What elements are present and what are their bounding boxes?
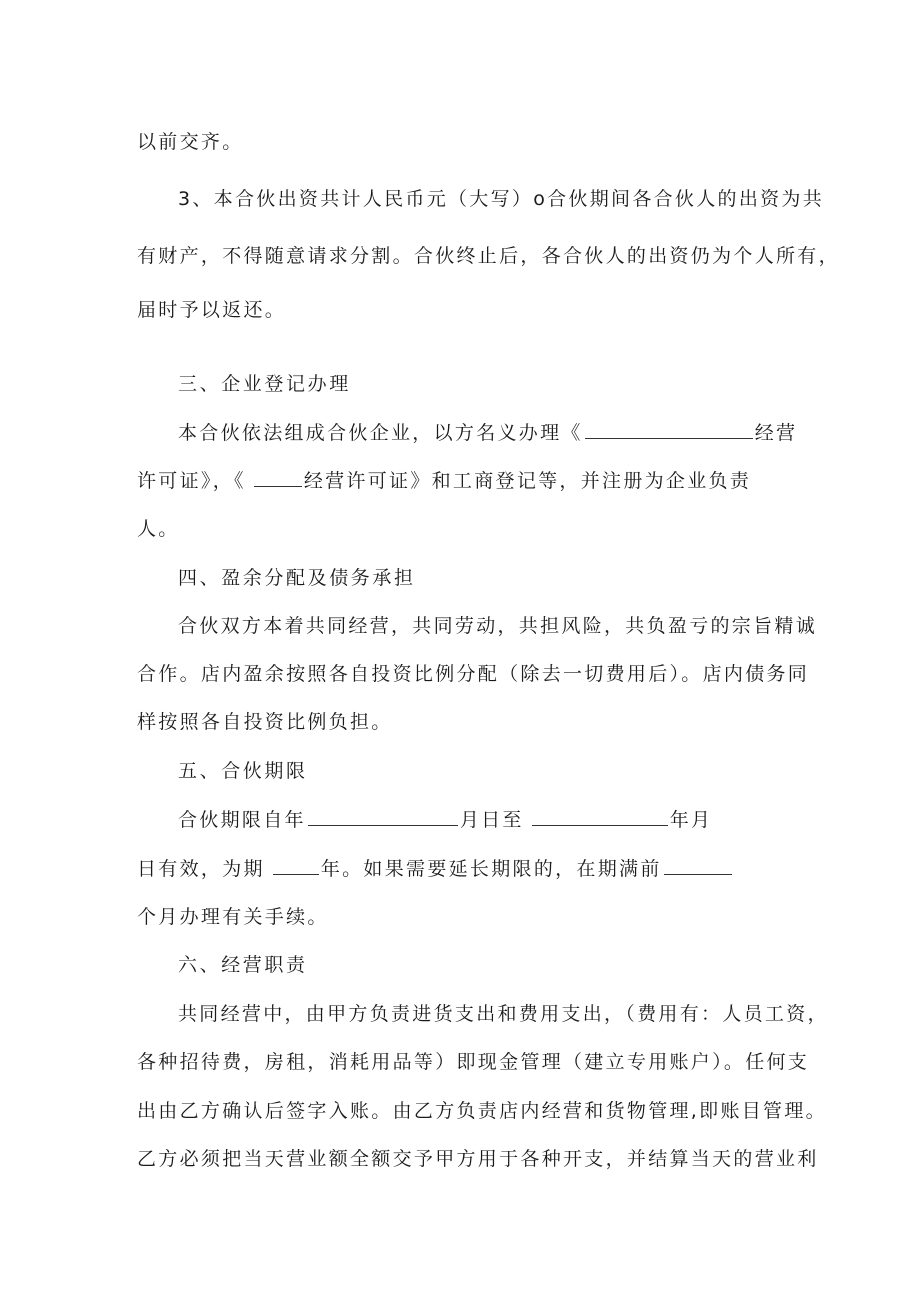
paragraph-line: 人。	[137, 518, 180, 540]
paragraph-line: 有财产，不得随意请求分割。合伙终止后，各合伙人的出资仍为个人所有，	[137, 245, 840, 267]
paragraph-line: 乙方必须把当天营业额全额交予甲方用于各种开支，并结算当天的营业利	[137, 1148, 819, 1170]
line-text: 经营	[754, 422, 798, 444]
line-text: 经营许可证》和工商登记等，并注册为企业负责	[303, 470, 752, 492]
paragraph-line: 共同经营中，由甲方负责进货支出和费用支出，（费用有：人员工资，	[178, 1003, 829, 1025]
paragraph-line	[178, 808, 712, 832]
fill-in-blank	[532, 808, 668, 826]
paragraph-line	[178, 421, 797, 445]
paragraph-line: 届时予以返还。	[137, 299, 287, 321]
line-text: 年。如果需要延长期限的，在期满前	[320, 858, 662, 880]
section-heading: 六、经营职责	[178, 954, 308, 976]
paragraph-line	[137, 857, 734, 881]
line-text: 本合伙依法组成合伙企业，以方名义办理《	[178, 422, 583, 444]
fill-in-blank	[254, 469, 302, 487]
paragraph-line: 合伙双方本着共同经营，共同劳动，共担风险，共负盈亏的宗旨精诚	[178, 615, 818, 637]
fill-in-blank	[664, 857, 732, 875]
fill-in-blank	[273, 857, 319, 875]
line-text: 日有效，为期	[137, 858, 265, 880]
paragraph-line: 出由乙方确认后签字入账。由乙方负责店内经营和货物管理,即账目管理。	[137, 1100, 827, 1122]
paragraph-line	[137, 469, 751, 493]
section-heading: 三、企业登记办理	[178, 373, 351, 395]
fill-in-blank	[308, 808, 458, 826]
line-text: 年月	[669, 809, 713, 831]
paragraph-line: 个月办理有关手续。	[137, 906, 329, 928]
line-text: 许可证》，《	[137, 470, 246, 492]
line-text: 合伙期限自年	[178, 809, 306, 831]
section-heading: 五、合伙期限	[178, 760, 308, 782]
fill-in-blank	[585, 421, 753, 439]
paragraph-line: 3、本合伙出资共计人民币元（大写）o合伙期间各合伙人的出资为共	[178, 188, 825, 210]
paragraph-line: 各种招待费，房租，消耗用品等）即现金管理（建立专用账户）。任何支	[137, 1051, 810, 1073]
line-text: 月日至	[459, 809, 524, 831]
section-heading: 四、盈余分配及债务承担	[178, 567, 416, 589]
paragraph-line: 以前交齐。	[137, 131, 244, 153]
paragraph-line: 合作。店内盈余按照各自投资比例分配（除去一切费用后）。店内债务同	[137, 663, 810, 685]
paragraph-line: 样按照各自投资比例负担。	[137, 711, 393, 733]
